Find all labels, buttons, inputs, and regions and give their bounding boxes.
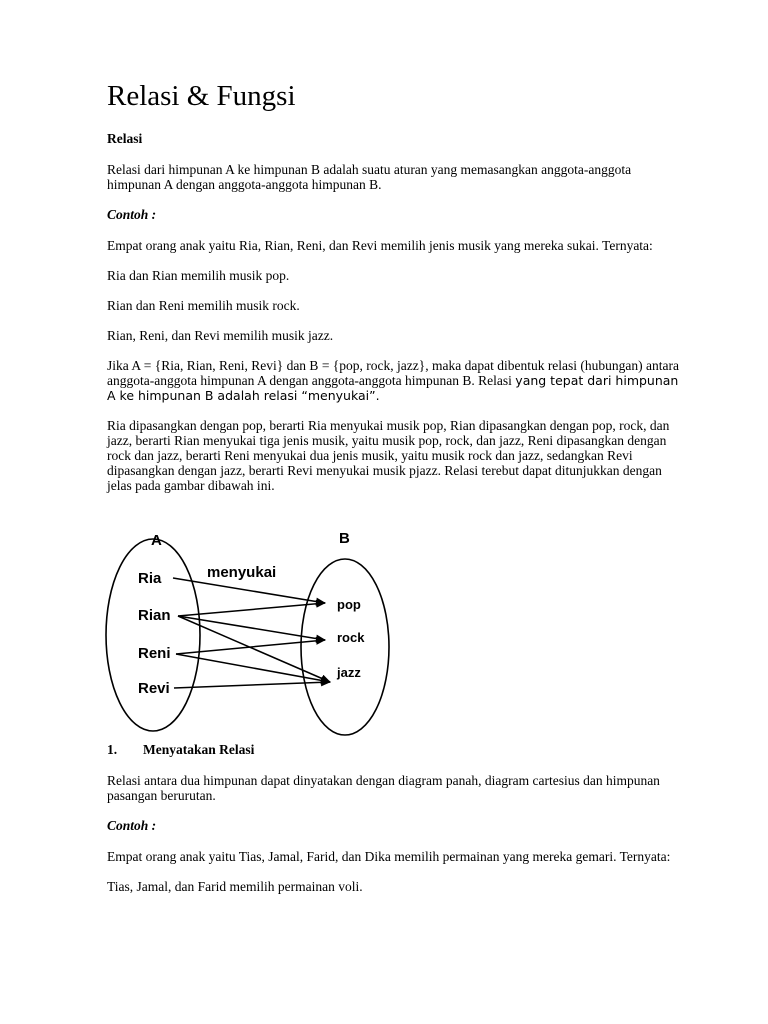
section-1-contoh-label: Contoh : xyxy=(107,818,157,833)
jika-tail-text: yang tepat dari himpunan A ke himpunan B adalah relasi “menyukai”. xyxy=(107,373,679,403)
example-line-1: Ria dan Rian memilih musik pop. xyxy=(107,268,290,283)
set-b-member-pop: pop xyxy=(337,597,361,612)
section-1-intro: Empat orang anak yaitu Tias, Jamal, Farid, dan Dika memilih permainan yang mereka gemari. Ternyata: xyxy=(107,849,671,864)
set-b-label: B xyxy=(339,530,350,547)
jika-paragraph xyxy=(107,358,682,403)
example-line-3: Rian, Reni, dan Revi memilih musik jazz. xyxy=(107,328,334,343)
set-a-ellipse xyxy=(106,539,200,731)
set-a-member-reni: Reni xyxy=(138,645,171,662)
arrow-rian-jazz xyxy=(178,616,330,682)
page-title: Relasi & Fungsi xyxy=(107,80,296,112)
example-intro: Empat orang anak yaitu Ria, Rian, Reni, dan Revi memilih jenis musik yang mereka sukai. Ternyata: xyxy=(107,238,653,253)
arrow-diagram xyxy=(103,525,413,737)
arrow-ria-pop xyxy=(173,578,325,603)
set-a-member-revi: Revi xyxy=(138,680,170,697)
arrow-revi-jazz xyxy=(174,682,330,688)
definition-paragraph: Relasi dari himpunan A ke himpunan B adalah suatu aturan yang memasangkan anggota-anggota himpunan A dengan anggota-anggota himpunan B. xyxy=(107,162,632,192)
contoh-label: Contoh : xyxy=(107,207,157,222)
section-1-line-1: Tias, Jamal, dan Farid memilih permainan voli. xyxy=(107,879,363,894)
arrow-reni-rock xyxy=(176,640,325,654)
set-b-member-jazz: jazz xyxy=(337,665,361,680)
section-heading-relasi: Relasi xyxy=(107,131,143,146)
set-b-ellipse xyxy=(301,559,389,735)
arrow-reni-jazz xyxy=(176,654,330,682)
relation-label: menyukai xyxy=(207,564,277,581)
set-b-member-rock: rock xyxy=(337,630,365,645)
section-1-heading xyxy=(107,742,682,758)
set-a-label: A xyxy=(151,532,162,549)
document-page xyxy=(107,78,682,909)
diagram-marks xyxy=(138,570,365,697)
arrow-rian-pop xyxy=(178,603,325,616)
section-1-number: 1. xyxy=(107,742,118,757)
section-1-title: Menyatakan Relasi xyxy=(143,742,255,757)
example-line-2: Rian dan Reni memilih musik rock. xyxy=(107,298,300,313)
jika-main-text: Jika A = {Ria, Rian, Reni, Revi} dan B = {pop, rock, jazz}, maka dapat dibentuk relasi (hubungan) antara anggota-anggota himpunan A dengan anggota-anggota himpunan B. Relasi xyxy=(107,358,680,388)
set-a-member-rian: Rian xyxy=(138,607,171,624)
section-1-text: Relasi antara dua himpunan dapat dinyatakan dengan diagram panah, diagram cartesius dan himpunan pasangan berurutan. xyxy=(107,773,660,803)
set-a-member-ria: Ria xyxy=(138,570,162,587)
explanation-paragraph: Ria dipasangkan dengan pop, berarti Ria menyukai musik pop, Rian dipasangkan dengan pop, rock, dan jazz, berarti Rian menyukai tiga jenis musik, yaitu musik pop, rock, dan jazz, Reni dipasangkan dengan rock dan jazz, berarti Reni menyukai dua jenis musik, yaitu musik rock dan jazz, sedangkan Revi dipasangkan dengan jazz, berarti Revi menyukai musik pjazz. Relasi terebut dapat ditunjukkan dengan jelas pada gambar dibawah ini. xyxy=(107,418,670,493)
